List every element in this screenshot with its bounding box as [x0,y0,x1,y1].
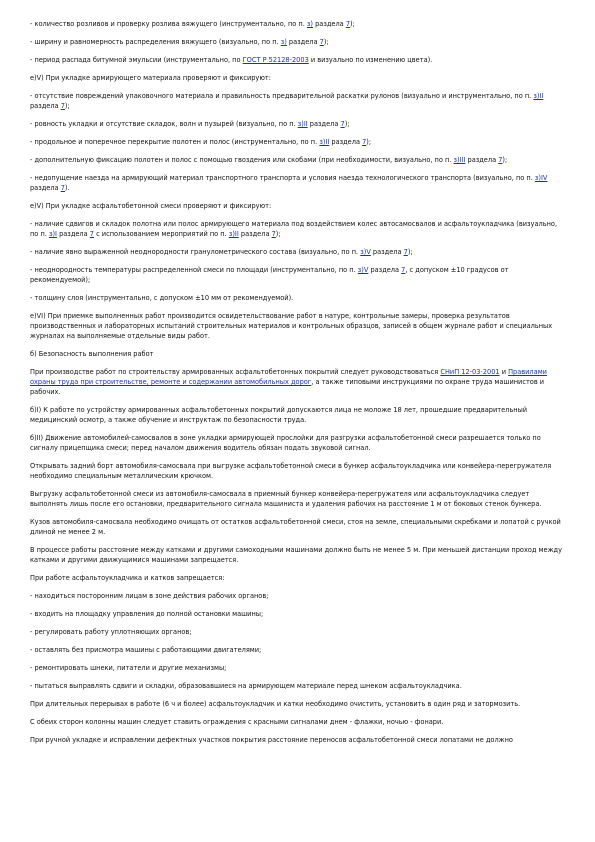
text-run: б) Безопасность выполнения работ [30,350,154,358]
text-run: раздела [286,38,320,46]
paragraph [30,311,565,341]
paragraph [30,645,565,655]
text-run: Кузов автомобиля-самосвала необходимо очищать от остатков асфальтобетонной смеси, стоя на земле, специальными скребками и лопатой с ручкой длиной не менее 2 м. [30,518,561,536]
paragraph [30,293,565,303]
reference-link[interactable]: 7 [319,38,324,46]
text-run: - ремонтировать шнеки, питатели и другие механизмы; [30,664,227,672]
paragraph [30,247,565,257]
text-run: раздела [313,20,346,28]
paragraph [30,573,565,583]
paragraph [30,201,565,211]
paragraph [30,19,565,29]
text-run: ); [350,20,355,28]
paragraph [30,265,565,285]
paragraph [30,91,565,111]
text-run: При производстве работ по строительству армированных асфальтобетонных покрытий следует руководствоваться [30,368,441,376]
text-run: Выгрузку асфальтобетонной смеси из автомобиля-самосвала в приемный бункер конвейера-перегружателя или асфальтоукладчика следует выполнять лишь после его остановки, предварительного сигнала машиниста и удаления рабочих на расстояние 1 м от боковых стенок бункера. [30,490,542,508]
text-run: - недопущение наезда на армирующий материал транспортного транспорта и условия наезда технологического транспорта (визуально, по п. [30,174,535,182]
text-run: , а также типовыми инструкциями по охране труда машинистов и рабочих. [30,378,545,396]
text-run: - продольное и поперечное перекрытие полотен и полос (инструментально, по п. [30,138,320,146]
text-run: - неоднородность температуры распределенной смеси по площади (инструментально, по п. [30,266,358,274]
text-run: раздела [30,184,61,192]
paragraph [30,37,565,47]
text-run: раздела [370,248,404,256]
text-run: раздела [30,102,61,110]
text-run: и визуально по изменению цвета). [308,56,433,64]
text-run: - период распада битумной эмульсии (инструментально, по [30,56,243,64]
text-run: - входить на площадку управления до полной остановки машины; [30,610,264,618]
paragraph [30,545,565,565]
reference-link[interactable]: з)III [453,156,466,164]
reference-link[interactable]: з)II [297,120,308,128]
paragraph [30,489,565,509]
text-run: раздела [56,230,90,238]
paragraph [30,155,565,165]
text-run: При ручной укладке и исправлении дефектных участков покрытия расстояние переносов асфальтобетонной смеси лопатами не должно [30,736,513,744]
text-run: ); [64,102,70,110]
paragraph [30,517,565,537]
section-heading [30,349,565,359]
reference-link[interactable]: з)II [533,92,544,100]
reference-link[interactable]: 7 [60,102,65,110]
text-run: раздела [307,120,341,128]
text-run: ); [323,38,329,46]
paragraph [30,681,565,691]
text-run: ). [64,184,70,192]
reference-link[interactable]: СНиП 12-03-2001 [440,368,500,376]
paragraph [30,609,565,619]
text-run: с использованием мероприятий по п. [93,230,229,238]
reference-link[interactable]: 7 [271,230,276,238]
text-run: - наличие явно выраженной неоднородности гранулометрического состава (визуально, по п. [30,248,361,256]
text-run: раздела [465,156,499,164]
reference-link[interactable]: 7 [362,138,367,146]
paragraph [30,73,565,83]
paragraph [30,717,565,727]
text-run: - пытаться выправлять сдвиги и складки, образовавшиеся на армирующем материале перед шнеком асфальтоукладчика. [30,682,462,690]
reference-link[interactable]: з) [280,38,287,46]
reference-link[interactable]: ГОСТ Р 52128-2003 [242,56,309,64]
paragraph [30,663,565,673]
text-run: - количество розливов и проверку розлива вяжущего (инструментально, по п. [30,20,307,28]
text-run: ); [275,230,281,238]
text-run: - оставлять без присмотра машины с работающими двигателями; [30,646,262,654]
reference-link[interactable]: з)I [48,230,57,238]
paragraph [30,627,565,637]
text-run: ); [366,138,372,146]
text-run: раздела [368,266,402,274]
paragraph [30,367,565,397]
paragraph [30,219,565,239]
reference-link[interactable]: Правилами охраны труда при строительстве, ремонте и содержании автомобильных дорог [30,368,547,386]
reference-link[interactable]: 7 [60,184,65,192]
paragraph [30,55,565,65]
paragraph [30,405,565,425]
text-run: - толщину слоя (инструментально, с допуском ±10 мм от рекомендуемой). [30,294,294,302]
reference-link[interactable]: 7 [403,248,408,256]
text-run: e)VI) При приемке выполненных работ производится освидетельствование работ в натуре, контрольные замеры, проверка результатов производственных и лабораторных испытаний строительных материалов и контрольных образцов, записей в общем журнале работ и специальных журналах на выполняемые отдельные виды работ. [30,312,553,340]
text-run: ); [344,120,350,128]
text-run: раздела [329,138,363,146]
reference-link[interactable]: з)II [228,230,239,238]
text-run: ); [502,156,508,164]
text-run: , с допуском ±10 градусов от рекомендуемой); [30,266,509,284]
paragraph [30,119,565,129]
text-run: - находиться посторонним лицам в зоне действия рабочих органов; [30,592,269,600]
paragraph [30,735,565,745]
text-run: e)V) При укладке армирующего материала проверяют и фиксируют: [30,74,271,82]
reference-link[interactable]: 7 [89,230,94,238]
text-run: - ровность укладки и отсутствие складок, волн и пузырей (визуально, по п. [30,120,298,128]
text-run: б)II) Движение автомобилей-самосвалов в зоне укладки армирующей прослойки для разгрузки асфальтобетонной смеси разрешается только по сигналу прицепщика смеси; перед началом движения водитель обязан подать звуковой сигнал. [30,434,541,452]
text-run: Открывать задний борт автомобиля-самосвала при выгрузке асфальтобетонной смеси в бункер асфальтоукладчика или конвейера-перегружателя необходимо специальным металлическим крючком. [30,462,552,480]
reference-link[interactable]: з)II [319,138,330,146]
paragraph [30,137,565,147]
paragraph [30,699,565,709]
text-run: При работе асфальтоукладчика и катков запрещается: [30,574,225,582]
text-run: и [499,368,509,376]
text-run: e)V) При укладке асфальтобетонной смеси проверяют и фиксируют: [30,202,272,210]
text-run: В процессе работы расстояние между катками и другими самоходными машинами должно быть не менее 5 м. При меньшей дистанции проход между катками и другими движущимися машинами запрещается. [30,546,562,564]
paragraph [30,591,565,601]
paragraph [30,433,565,453]
text-run: - наличие сдвигов и складок полотна или полос армирующего материала под воздействием колес автосамосвалов и асфальтоукладчика (визуально, по п. [30,220,558,238]
text-run: - ширину и равномерность распределения вяжущего (визуально, по п. [30,38,281,46]
text-run: ); [407,248,413,256]
reference-link[interactable]: 7 [345,20,351,28]
text-run: С обеих сторон колонны машин следует ставить ограждения с красными сигналами днем - флажки, ночью - фонари. [30,718,444,726]
text-run: - регулировать работу уплотняющих органов; [30,628,192,636]
reference-link[interactable]: з)IV [534,174,548,182]
document-page [30,10,565,745]
reference-link[interactable]: з)V [360,248,371,256]
reference-link[interactable]: 7 [401,266,406,274]
text-run: б)I) К работе по устройству армированных асфальтобетонных покрытий допускаются лица не моложе 18 лет, прошедшие предварительный медицинский осмотр, а также обучение и инструктаж по безопасности труда. [30,406,528,424]
paragraph [30,173,565,193]
reference-link[interactable]: з) [306,20,314,28]
paragraph [30,461,565,481]
reference-link[interactable]: 7 [498,156,503,164]
text-run: При длительных перерывах в работе (6 ч и более) асфальтоукладчик и катки необходимо очистить, установить в один ряд и затормозить. [30,700,521,708]
reference-link[interactable]: з)V [357,266,369,274]
text-run: - дополнительную фиксацию полотен и полос с помощью гвоздения или скобами (при необходимости, визуально, по п. [30,156,454,164]
reference-link[interactable]: 7 [340,120,345,128]
text-run: раздела [238,230,272,238]
text-run: - отсутствие повреждений упаковочного материала и правильность предварительной раскатки рулонов (визуально и инструментально, по п. [30,92,534,100]
